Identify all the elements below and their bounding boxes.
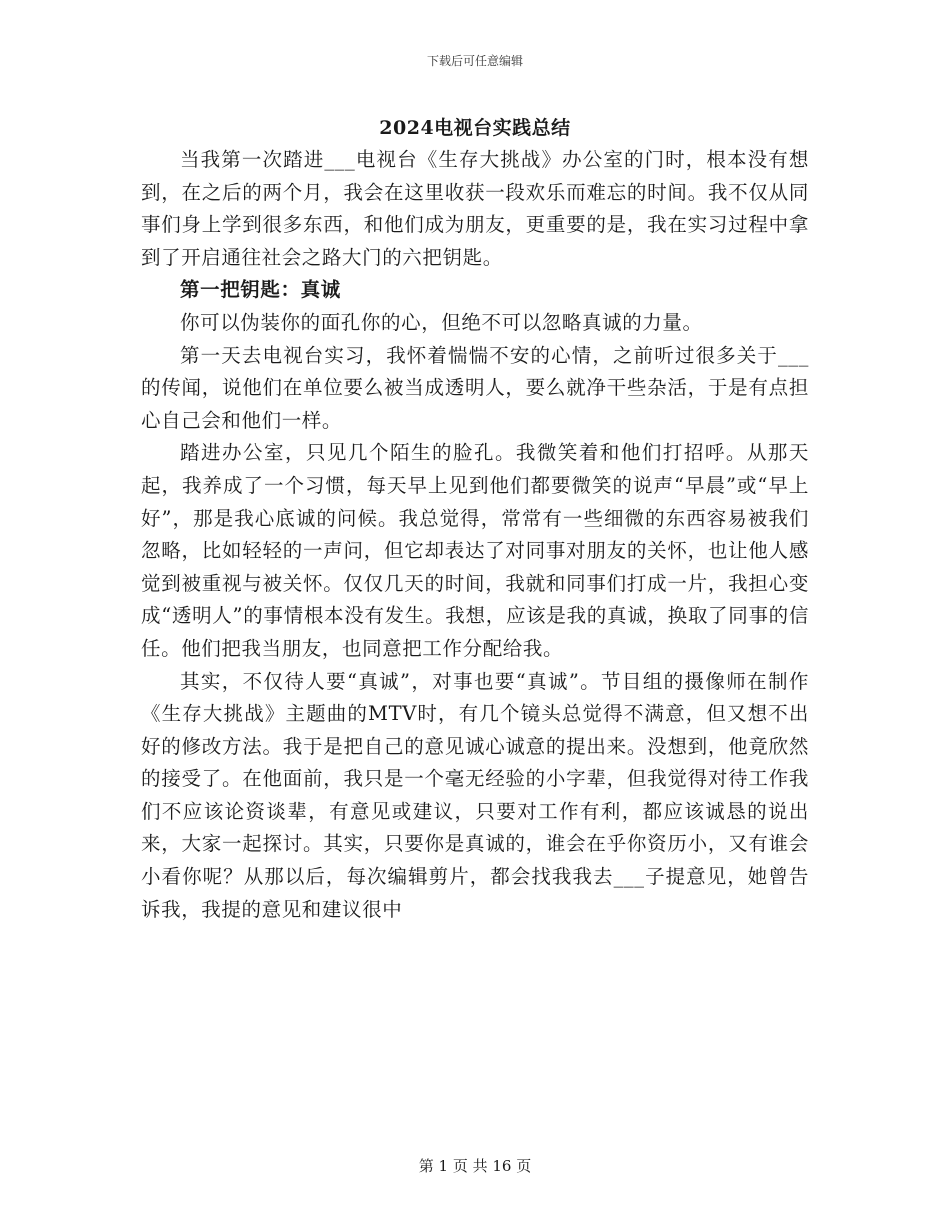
section-heading-first-key: 第一把钥匙：真诚: [180, 278, 341, 302]
paragraph-quote: 你可以伪装你的面孔你的心，但绝不可以忽略真诚的力量。: [180, 310, 703, 334]
document-title: 2024电视台实践总结: [379, 117, 571, 139]
page-header-note: 下载后可任意编辑: [426, 54, 523, 68]
paragraph-sincerity-work: 其实，不仅待人要“真诚”，对事也要“真诚”。节目组的摄像师在制作《生存大挑战》主题曲的MTV时，有几个镜头总觉得不满意，但又想不出好的修改方法。我于是把自己的意见诚心诚意的提出来。没想到，他竟欣然的接受了。在他面前，我只是一个毫无经验的小字辈，但我觉得对待工作我们不应该论资谈辈，有意见或建议，只要对工作有利，都应该诚恳的说出来，大家一起探讨。其实，只要你是真诚的，谁会在乎你资历小，又有谁会小看你呢？从那以后，每次编辑剪片，都会找我我去___子提意见，她曾告诉我，我提的意见和建议很中: [141, 669, 809, 921]
paragraph-office: 踏进办公室，只见几个陌生的脸孔。我微笑着和他们打招呼。从那天起，我养成了一个习惯，每天早上见到他们都要微笑的说声“早晨”或“早上好”，那是我心底诚的问候。我总觉得，常常有一些细微的东西容易被我们忽略，比如轻轻的一声问，但它却表达了对同事对朋友的关怀，也让他人感觉到被重视与被关怀。仅仅几天的时间，我就和同事们打成一片，我担心变成“透明人”的事情根本没有发生。我想，应该是我的真诚，换取了同事的信任。他们把我当朋友，也同意把工作分配给我。: [141, 441, 809, 660]
paragraph-intro: 当我第一次踏进___电视台《生存大挑战》办公室的门时，根本没有想到，在之后的两个月，我会在这里收获一段欢乐而难忘的时间。我不仅从同事们身上学到很多东西，和他们成为朋友，更重要的是，我在实习过程中拿到了开启通往社会之路大门的六把钥匙。: [141, 148, 809, 269]
paragraph-first-day: 第一天去电视台实习，我怀着惴惴不安的心情，之前听过很多关于___的传闻，说他们在单位要么被当成透明人，要么就净干些杂活，于是有点担心自己会和他们一样。: [141, 343, 809, 432]
page-footer-number: 第 1 页 共 16 页: [418, 1157, 532, 1175]
document-body: [141, 112, 809, 926]
